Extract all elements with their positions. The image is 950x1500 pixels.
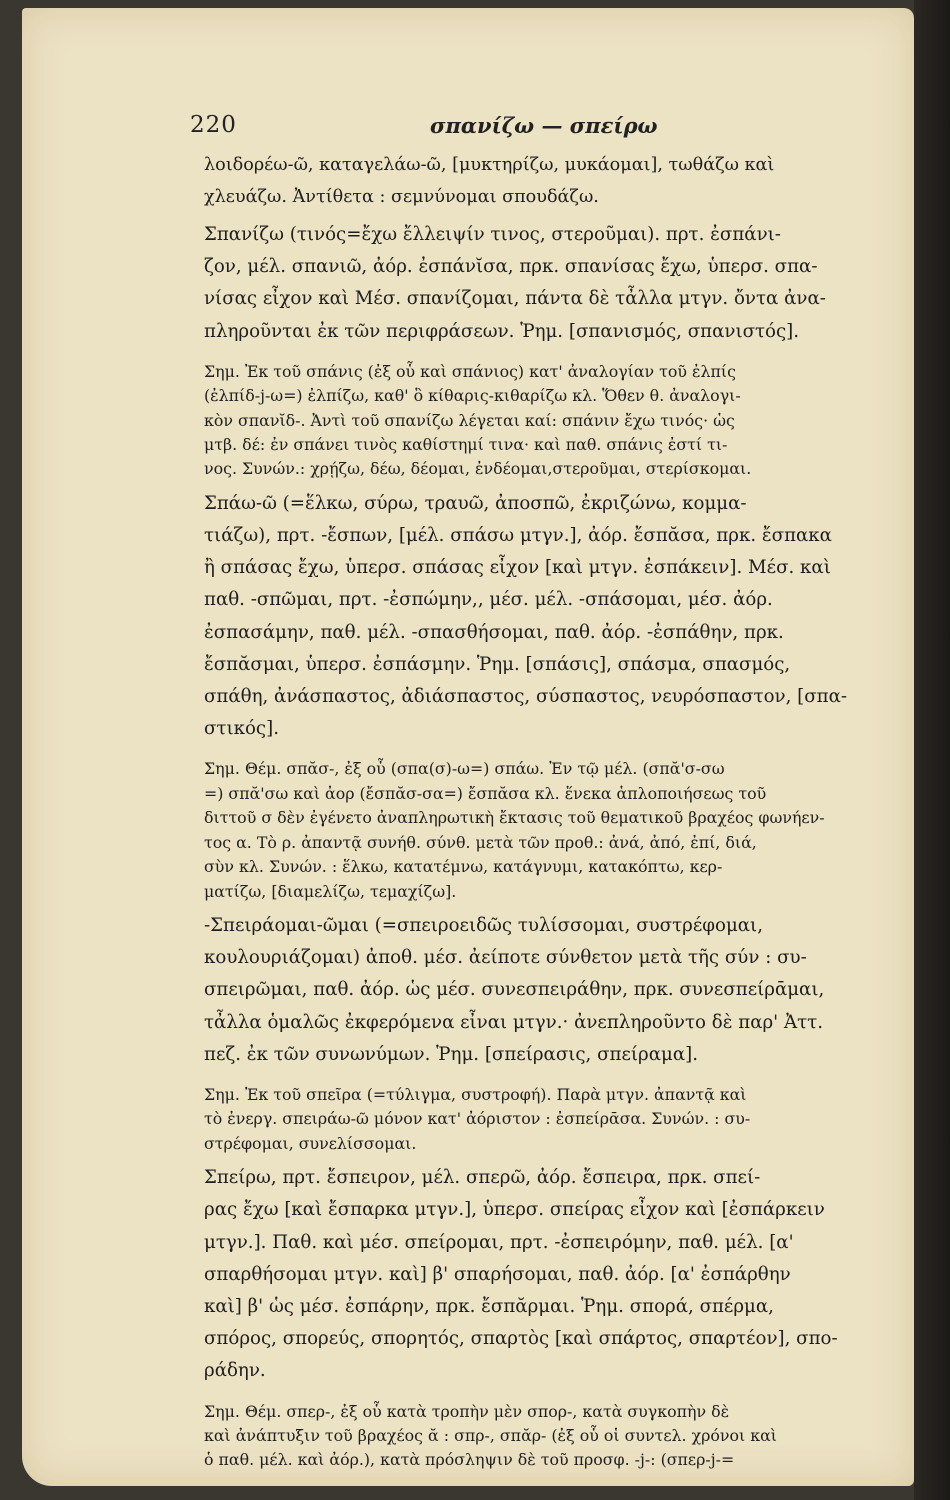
spacer <box>204 745 904 757</box>
text-line: μτβ. δέ: ἐν σπάνει τινὸς καθίστημί τινα· καὶ παθ. σπάνις ἐστί τι- <box>204 435 728 455</box>
text-line: σπόρος, σπορεύς, σπορητός, σπαρτὸς [καὶ σπάρτος, σπαρτέον], σπο- <box>204 1328 838 1350</box>
text-line: καὶ ἀνάπτυξιν τοῦ βραχέος ᾰ : σπρ-, σπᾰρ- (ἐξ οὗ οἱ συντελ. χρόνοι καὶ <box>204 1425 777 1445</box>
text-line: Σημ. Θέμ. σπερ-, ἐξ οὗ κατὰ τροπὴν μὲν σπορ-, κατὰ συγκοπὴν δὲ <box>204 1401 730 1421</box>
spacer <box>204 1388 904 1400</box>
text-line: σπάθη, ἀνάσπαστος, ἀδιάσπαστος, σύσπαστος, νευρόσπαστον, [σπα- <box>204 686 848 708</box>
text-line: κουλουριάζομαι) ἀποθ. μέσ. ἀείποτε σύνθετον μετὰ τῆς σύν : συ- <box>204 947 807 969</box>
continuation-paragraph <box>204 150 904 213</box>
running-title: σπανίζω — σπείρω <box>430 113 658 138</box>
text-line: Σημ. Ἐκ τοῦ σπάνις (ἐξ οὗ καὶ σπάνιος) κατ' ἀναλογίαν τοῦ ἐλπίς <box>204 361 736 381</box>
text-line: κὸν σπανῐδ-. Ἀντὶ τοῦ σπανίζω λέγεται καί: σπάνιν ἔχω τινός· ὡς <box>204 410 735 430</box>
text-line: Σπάω-ῶ (=ἕλκω, σύρω, τραυῶ, ἀποσπῶ, ἐκριζώνω, κομμα- <box>204 492 747 514</box>
text-line: Σημ. Ἐκ τοῦ σπεῖρα (=τύλιγμα, συστροφή). Παρὰ μτγν. ἀπαντᾷ καὶ <box>204 1084 747 1104</box>
note-paragraph <box>204 757 904 903</box>
text-line: παθ. -σπῶμαι, πρτ. -ἐσπώμην,, μέσ. μέλ. -σπάσομαι, μέσ. ἀόρ. <box>204 589 773 611</box>
text-line: ἐσπασάμην, παθ. μέλ. -σπασθήσομαι, παθ. ἀόρ. -ἐσπάθην, πρκ. <box>204 621 784 643</box>
spacer <box>204 1071 904 1083</box>
text-line: τἆλλα ὁμαλῶς ἐκφερόμενα εἶναι μτγν.· ἀνεπληροῦντο δὲ παρ' Ἀττ. <box>204 1011 824 1033</box>
text-line: μτγν.]. Παθ. καὶ μέσ. σπείρομαι, πρτ. -ἐσπειρόμην, παθ. μέλ. [α' <box>204 1231 794 1253</box>
text-line: στικός]. <box>204 718 279 740</box>
text-line: ματίζω, [διαμελίζω, τεμαχίζω]. <box>204 881 457 901</box>
text-line: σὺν κλ. Συνών. : ἕλκω, κατατέμνω, κατάγνυμι, κατακόπτω, κερ- <box>204 857 723 877</box>
dictionary-body <box>204 150 904 1473</box>
book-binding <box>914 0 950 1500</box>
entry-paragraph <box>204 910 904 1071</box>
note-paragraph <box>204 1400 904 1473</box>
text-line: Σπανίζω (τινός=ἔχω ἔλλειψίν τινος, στεροῦμαι). πρτ. ἐσπάνι- <box>204 224 781 245</box>
text-line: ζον, μέλ. σπανιῶ, ἀόρ. ἐσπάνῐσα, πρκ. σπανίσας ἔχω, ὑπερσ. σπα- <box>204 256 818 278</box>
spacer <box>204 348 904 360</box>
text-line: -Σπειράομαι-ῶμαι (=σπειροειδῶς τυλίσσομαι, συστρέφομαι, <box>204 914 763 936</box>
text-line: σπειρῶμαι, παθ. ἀόρ. ὡς μέσ. συνεσπειράθην, πρκ. συνεσπείρᾱμαι, <box>204 979 825 1001</box>
text-line: ράδην. <box>204 1360 266 1382</box>
text-line: τὸ ἐνεργ. σπειράω-ῶ μόνον κατ' ἀόριστον : ἐσπείρᾱσα. Συνών. : συ- <box>204 1109 751 1129</box>
text-line: πληροῦνται ἐκ τῶν περιφράσεων. Ῥημ. [σπανισμός, σπανιστός]. <box>204 320 800 342</box>
running-head <box>190 112 902 148</box>
text-line: ἢ σπάσας ἔχω, ὑπερσ. σπάσας εἶχον [καὶ μτγν. ἐσπάκειν]. Μέσ. καὶ <box>204 557 831 579</box>
page-number: 220 <box>190 112 237 138</box>
text-line: καὶ] β' ὡς μέσ. ἐσπάρην, πρκ. ἔσπᾰρμαι. Ῥημ. σπορά, σπέρμα, <box>204 1295 774 1317</box>
entry-paragraph <box>204 1162 904 1387</box>
entry-paragraph <box>204 219 904 348</box>
text-line: σπαρθήσομαι μτγν. καὶ] β' σπαρήσομαι, παθ. ἀόρ. [α' ἐσπάρθην <box>204 1263 791 1285</box>
text-line: ἔσπᾰσμαι, ὑπερσ. ἐσπάσμην. Ῥημ. [σπάσις], σπάσμα, σπασμός, <box>204 653 791 675</box>
note-paragraph <box>204 360 904 482</box>
text-line: Σπείρω, πρτ. ἔσπειρον, μέλ. σπερῶ, ἀόρ. ἔσπειρα, πρκ. σπεί- <box>204 1167 761 1189</box>
text-line: διττοῦ σ δὲν ἐγένετο ἀναπληρωτικὴ ἔκτασις τοῦ θεματικοῦ βραχέος φωνήεν- <box>204 808 825 828</box>
entry-paragraph <box>204 488 904 746</box>
text-line: λοιδορέω-ῶ, καταγελάω-ῶ, [μυκτηρίζω, μυκάομαι], τωθάζω καὶ <box>204 155 775 175</box>
text-line: Σημ. Θέμ. σπᾰσ-, ἐξ οὗ (σπα(σ)-ω=) σπάω. Ἐν τῷ μέλ. (σπᾰ'σ-σω <box>204 759 725 779</box>
text-line: ὁ παθ. μέλ. καὶ ἀόρ.), κατὰ πρόσληψιν δὲ τοῦ προσφ. -j-: (σπερ-j-= <box>204 1450 735 1470</box>
note-paragraph <box>204 1083 904 1156</box>
text-line: (ἐλπίδ-j-ω=) ἐλπίζω, καθ' ὃ κίθαρις-κιθαρίζω κλ. Ὅθεν θ. ἀναλογι- <box>204 386 741 406</box>
text-line: χλευάζω. Ἀντίθετα : σεμνύνομαι σπουδάζω. <box>204 186 599 207</box>
text-line: νος. Συνών.: χρῄζω, δέω, δέομαι, ἐνδέομαι,στεροῦμαι, στερίσκομαι. <box>204 459 752 479</box>
text-line: τος α. Τὸ ρ. ἀπαντᾷ συνήθ. σύνθ. μετὰ τῶν προθ.: ἀνά, ἀπό, ἐπί, διά, <box>204 832 757 852</box>
text-line: τιάζω), πρτ. -ἔσπων, [μέλ. σπάσω μτγν.], ἀόρ. ἔσπᾰσα, πρκ. ἔσπακα <box>204 525 832 547</box>
text-line: =) σπᾰ'σω καὶ ἀορ (ἔσπᾰσ-σα=) ἔσπᾰσα κλ. ἕνεκα ἁπλοποιήσεως τοῦ <box>204 783 767 803</box>
text-line: στρέφομαι, συνελίσσομαι. <box>204 1133 417 1153</box>
text-line: ρας ἔχω [καὶ ἔσπαρκα μτγν.], ὑπερσ. σπείρας εἶχον καὶ [ἐσπάρκειν <box>204 1199 825 1221</box>
text-line: νίσας εἶχον καὶ Μέσ. σπανίζομαι, πάντα δὲ τἆλλα μτγν. ὄντα ἀνα- <box>204 288 826 310</box>
text-line: πεζ. ἐκ τῶν συνωνύμων. Ῥημ. [σπείρασις, σπείραμα]. <box>204 1043 698 1065</box>
